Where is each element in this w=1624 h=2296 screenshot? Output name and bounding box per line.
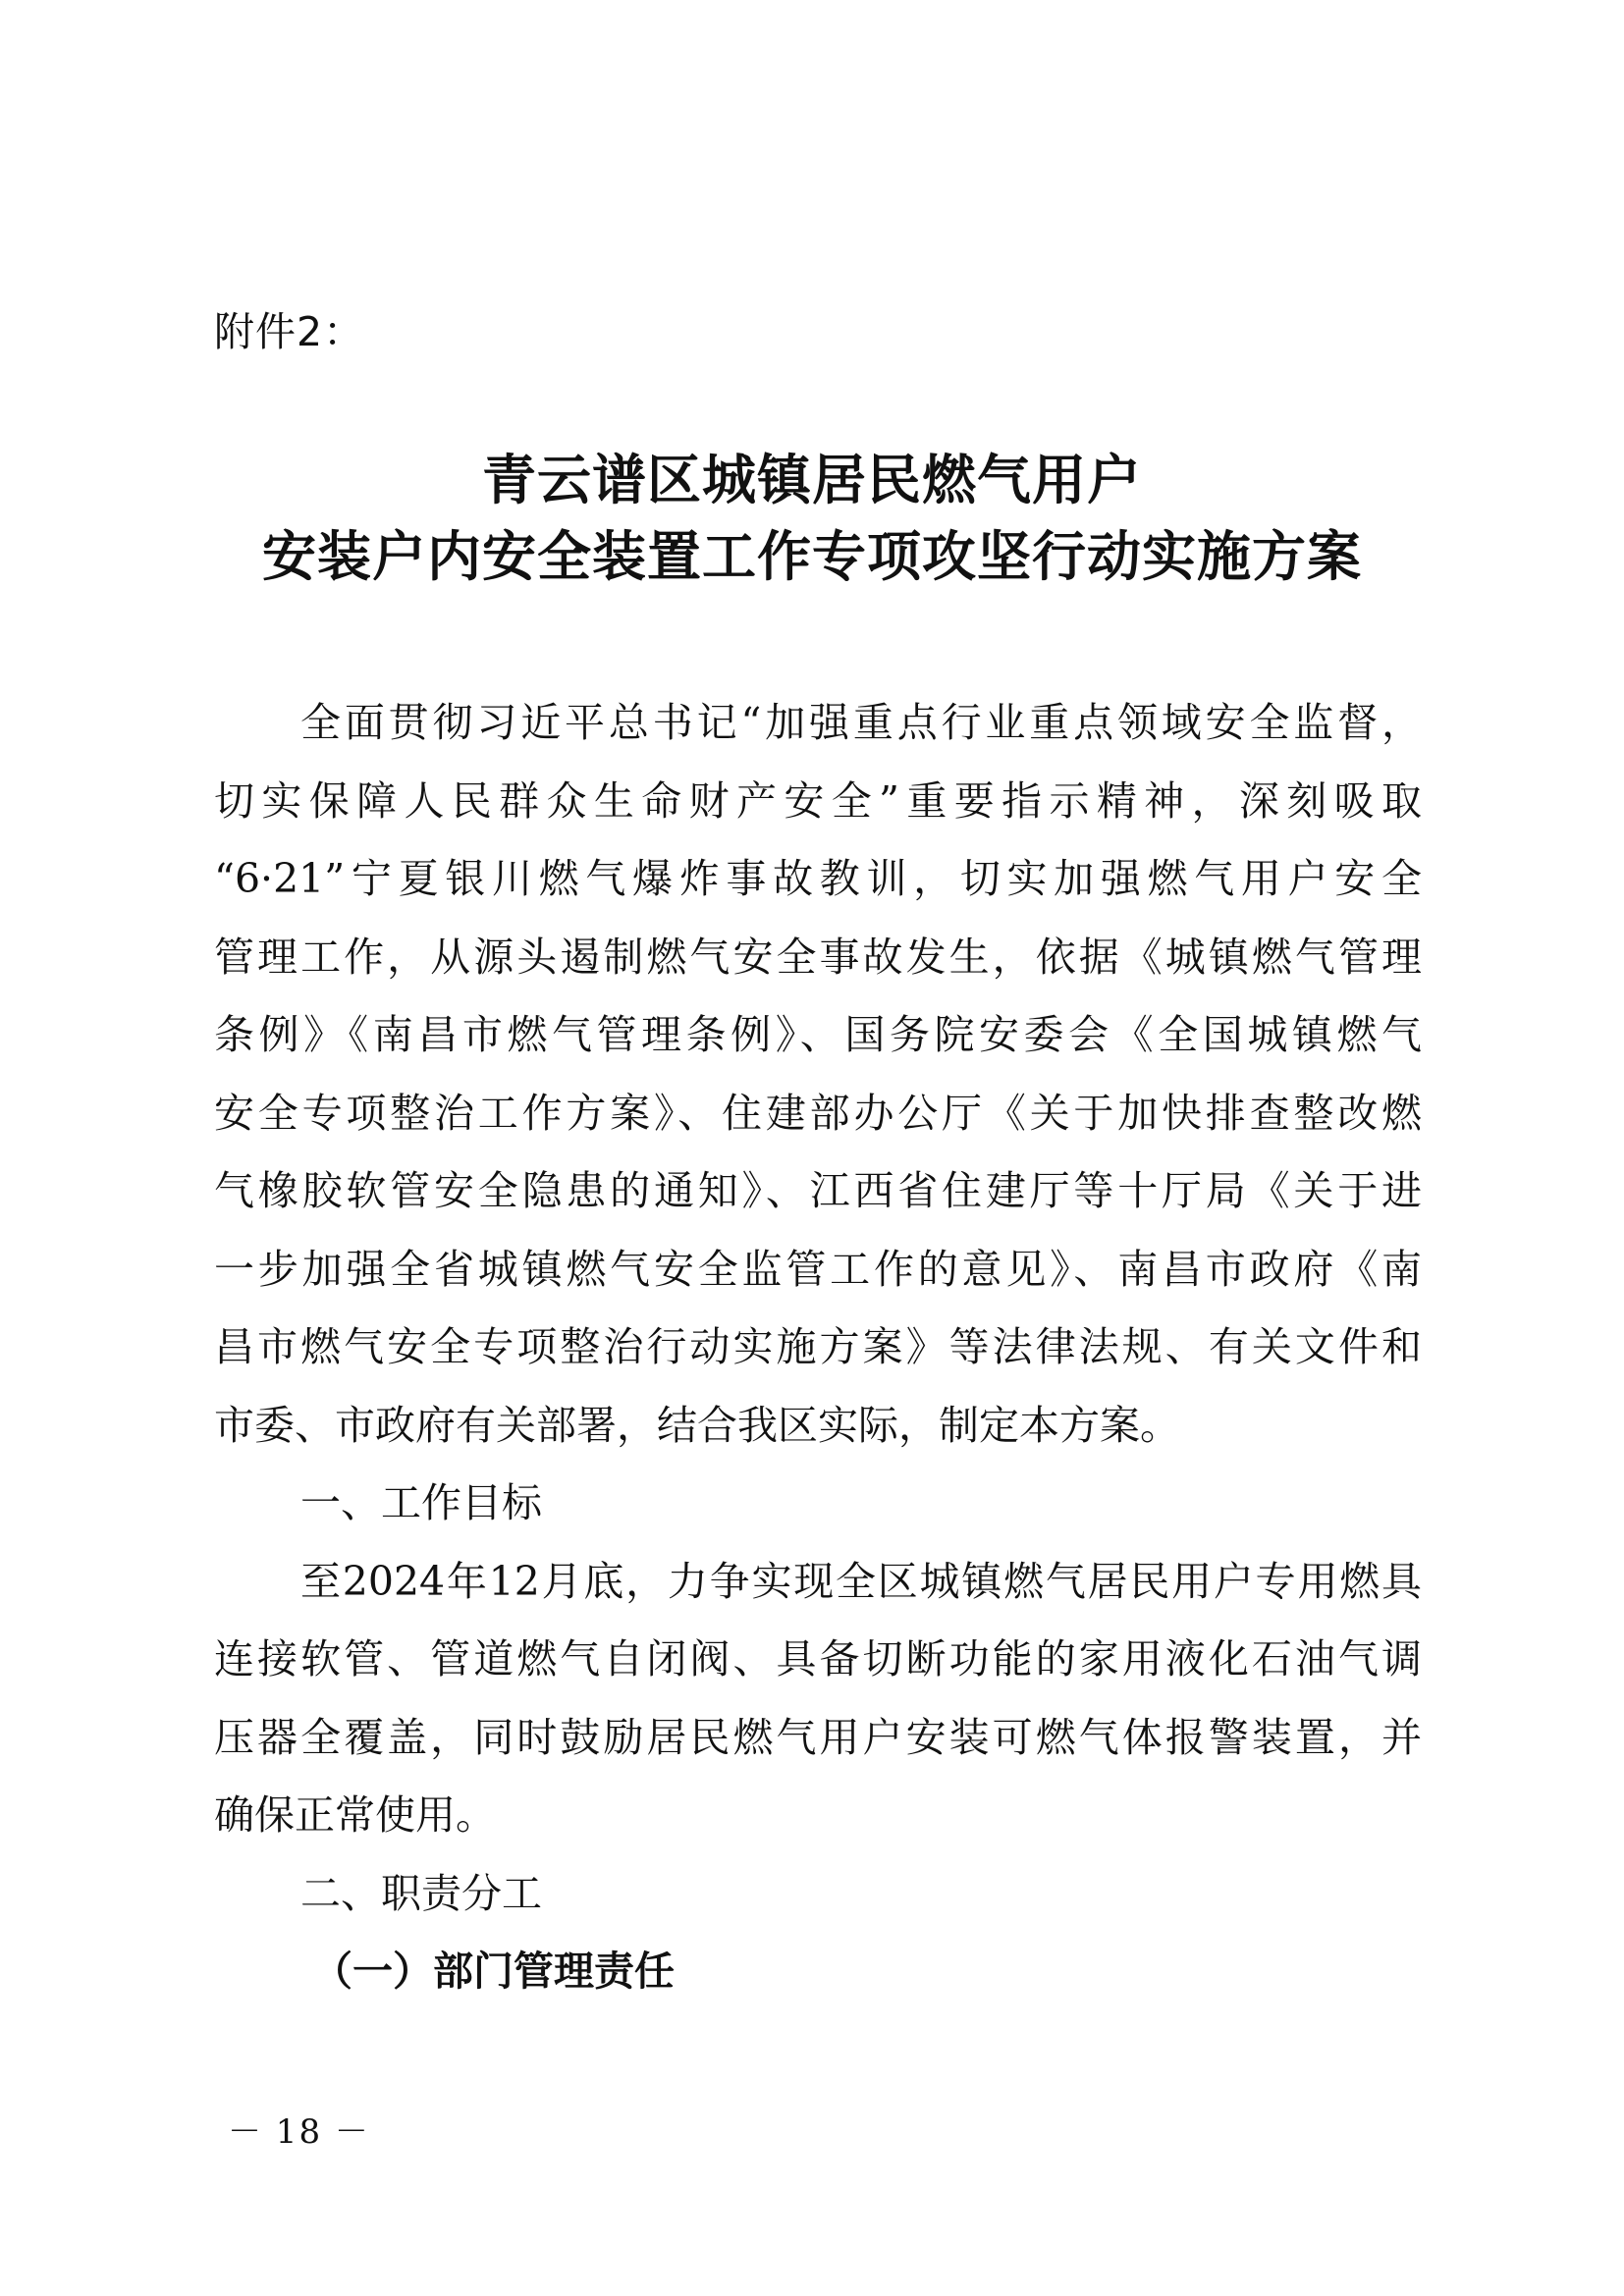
paragraph-line: “6·21”宁夏银川燃气爆炸事故教训，切实加强燃气用户安全 xyxy=(214,855,1422,902)
paragraph-line: 至2024年12月底，力争实现全区城镇燃气居民用户专用燃具 xyxy=(300,1557,1422,1605)
page-number: － 18 － xyxy=(228,2112,370,2152)
paragraph-line: 气橡胶软管安全隐患的通知》、江西省住建厅等十厅局《关于进 xyxy=(214,1167,1422,1214)
document-title xyxy=(147,442,1477,595)
section-heading-responsibilities: 二、职责分工 xyxy=(300,1869,542,1917)
paragraph-line: 市委、市政府有关部署，结合我区实际，制定本方案。 xyxy=(214,1401,1180,1449)
title-line-1: 青云谱区城镇居民燃气用户 xyxy=(481,448,1142,511)
paragraph-line: 一步加强全省城镇燃气安全监管工作的意见》、南昌市政府《南 xyxy=(214,1245,1422,1293)
paragraph-line: 压器全覆盖，同时鼓励居民燃气用户安装可燃气体报警装置，并 xyxy=(214,1713,1422,1761)
paragraph-line: 确保正常使用。 xyxy=(214,1791,496,1839)
paragraph-line: 昌市燃气安全专项整治行动实施方案》等法律法规、有关文件和 xyxy=(214,1323,1422,1370)
subsection-heading-department: （一）部门管理责任 xyxy=(312,1948,675,1995)
paragraph-line: 安全专项整治工作方案》、住建部办公厅《关于加快排查整改燃 xyxy=(214,1089,1422,1137)
title-line-2: 安装户内安全装置工作专项攻坚行动实施方案 xyxy=(261,524,1362,588)
paragraph-line: 切实保障人民群众生命财产安全”重要指示精神，深刻吸取 xyxy=(214,776,1422,825)
section-heading-goals: 一、工作目标 xyxy=(300,1479,542,1526)
paragraph-line: 全面贯彻习近平总书记“加强重点行业重点领域安全监督， xyxy=(300,699,1422,746)
attachment-label: 附件2： xyxy=(214,308,365,355)
paragraph-line: 连接软管、管道燃气自闭阀、具备切断功能的家用液化石油气调 xyxy=(214,1635,1422,1682)
paragraph-line: 管理工作，从源头遏制燃气安全事故发生，依据《城镇燃气管理 xyxy=(214,933,1422,981)
paragraph-line: 条例》《南昌市燃气管理条例》、国务院安委会《全国城镇燃气 xyxy=(214,1011,1422,1058)
document-body xyxy=(214,684,1422,2011)
